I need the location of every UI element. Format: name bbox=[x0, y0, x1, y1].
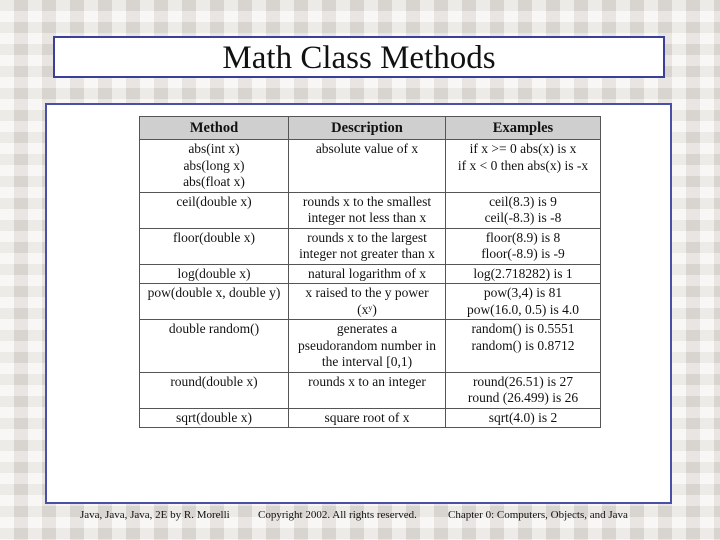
examples-cell-line: pow(3,4) is 81 bbox=[483, 285, 563, 300]
method-cell bbox=[140, 264, 289, 284]
examples-cell-line: log(2.718282) is 1 bbox=[473, 265, 573, 281]
examples-cell-line: random() is 0.8712 bbox=[471, 337, 575, 353]
examples-cell bbox=[446, 408, 601, 428]
math-methods-table bbox=[139, 116, 601, 428]
footer-copyright: Copyright 2002. All rights reserved. bbox=[258, 509, 417, 521]
method-cell bbox=[140, 228, 289, 264]
table-body bbox=[140, 140, 601, 428]
column-header-description: Description bbox=[289, 117, 446, 140]
examples-cell bbox=[446, 320, 601, 373]
table-row bbox=[140, 228, 601, 264]
method-cell-line: abs(float x) bbox=[183, 174, 245, 189]
examples-cell-line: floor(-8.9) is -9 bbox=[481, 246, 565, 261]
table-row bbox=[140, 320, 601, 373]
method-cell-line: sqrt(double x) bbox=[175, 409, 253, 425]
footer-book-credit: Java, Java, Java, 2E by R. Morelli bbox=[80, 509, 230, 521]
table-header-row bbox=[140, 117, 601, 140]
examples-cell-line: round(26.51) is 27 bbox=[472, 373, 574, 389]
description-cell bbox=[289, 140, 446, 193]
examples-cell-line: ceil(-8.3) is -8 bbox=[484, 210, 562, 225]
description-cell-line: absolute value of x bbox=[315, 141, 419, 156]
table-row bbox=[140, 284, 601, 320]
examples-cell bbox=[446, 228, 601, 264]
examples-cell bbox=[446, 284, 601, 320]
description-cell bbox=[289, 228, 446, 264]
content-panel bbox=[45, 103, 672, 504]
table-row bbox=[140, 408, 601, 428]
description-cell-line: generates a bbox=[336, 321, 398, 336]
method-cell-line: pow(double x, double y) bbox=[147, 285, 281, 300]
table-row bbox=[140, 264, 601, 284]
description-cell bbox=[289, 284, 446, 320]
description-cell bbox=[289, 320, 446, 373]
description-cell-line: integer not less than x bbox=[307, 210, 427, 225]
description-cell-line: the interval [0,1) bbox=[321, 354, 413, 369]
description-cell bbox=[289, 192, 446, 228]
method-cell bbox=[140, 284, 289, 320]
slide-title: Math Class Methods bbox=[53, 36, 665, 78]
column-header-examples: Examples bbox=[446, 117, 601, 140]
examples-cell bbox=[446, 372, 601, 408]
examples-cell-line: pow(16.0, 0.5) is 4.0 bbox=[466, 301, 580, 317]
method-cell bbox=[140, 140, 289, 193]
method-cell-line: abs(int x) bbox=[188, 141, 240, 156]
method-cell-line: double random() bbox=[168, 321, 260, 336]
method-cell bbox=[140, 192, 289, 228]
description-cell-line: pseudorandom number in bbox=[298, 337, 436, 353]
description-cell-line: rounds x to an integer bbox=[308, 373, 426, 389]
method-cell bbox=[140, 408, 289, 428]
examples-cell-line: floor(8.9) is 8 bbox=[485, 229, 561, 245]
examples-cell bbox=[446, 140, 601, 193]
method-cell-line: round(double x) bbox=[170, 373, 258, 389]
examples-cell-line: ceil(8.3) is 9 bbox=[489, 193, 557, 209]
examples-cell-line: random() is 0.5551 bbox=[471, 321, 575, 336]
method-cell-line: floor(double x) bbox=[172, 229, 256, 245]
description-cell bbox=[289, 372, 446, 408]
examples-cell bbox=[446, 264, 601, 284]
method-cell-line: abs(long x) bbox=[183, 157, 245, 173]
footer-chapter: Chapter 0: Computers, Objects, and Java bbox=[448, 509, 628, 521]
column-header-method: Method bbox=[140, 117, 289, 140]
table-row bbox=[140, 140, 601, 193]
description-cell-line: square root of x bbox=[324, 409, 410, 425]
description-cell bbox=[289, 264, 446, 284]
description-cell-line: x raised to the y power bbox=[305, 285, 429, 300]
examples-cell-line: if x < 0 then abs(x) is -x bbox=[457, 157, 589, 173]
method-cell-line: ceil(double x) bbox=[176, 193, 252, 209]
description-cell bbox=[289, 408, 446, 428]
examples-cell-line: sqrt(4.0) is 2 bbox=[488, 409, 558, 425]
examples-cell-line: if x >= 0 abs(x) is x bbox=[469, 141, 577, 156]
description-cell-line: natural logarithm of x bbox=[307, 265, 427, 281]
description-cell-line: rounds x to the largest bbox=[307, 229, 427, 245]
table-row bbox=[140, 372, 601, 408]
method-cell bbox=[140, 320, 289, 373]
method-cell bbox=[140, 372, 289, 408]
method-cell-line: log(double x) bbox=[177, 265, 251, 281]
examples-cell bbox=[446, 192, 601, 228]
table-row bbox=[140, 192, 601, 228]
description-cell-line: (xʸ) bbox=[357, 301, 377, 317]
examples-cell-line: round (26.499) is 26 bbox=[467, 390, 579, 405]
description-cell-line: integer not greater than x bbox=[299, 246, 435, 261]
description-cell-line: rounds x to the smallest bbox=[302, 193, 432, 209]
